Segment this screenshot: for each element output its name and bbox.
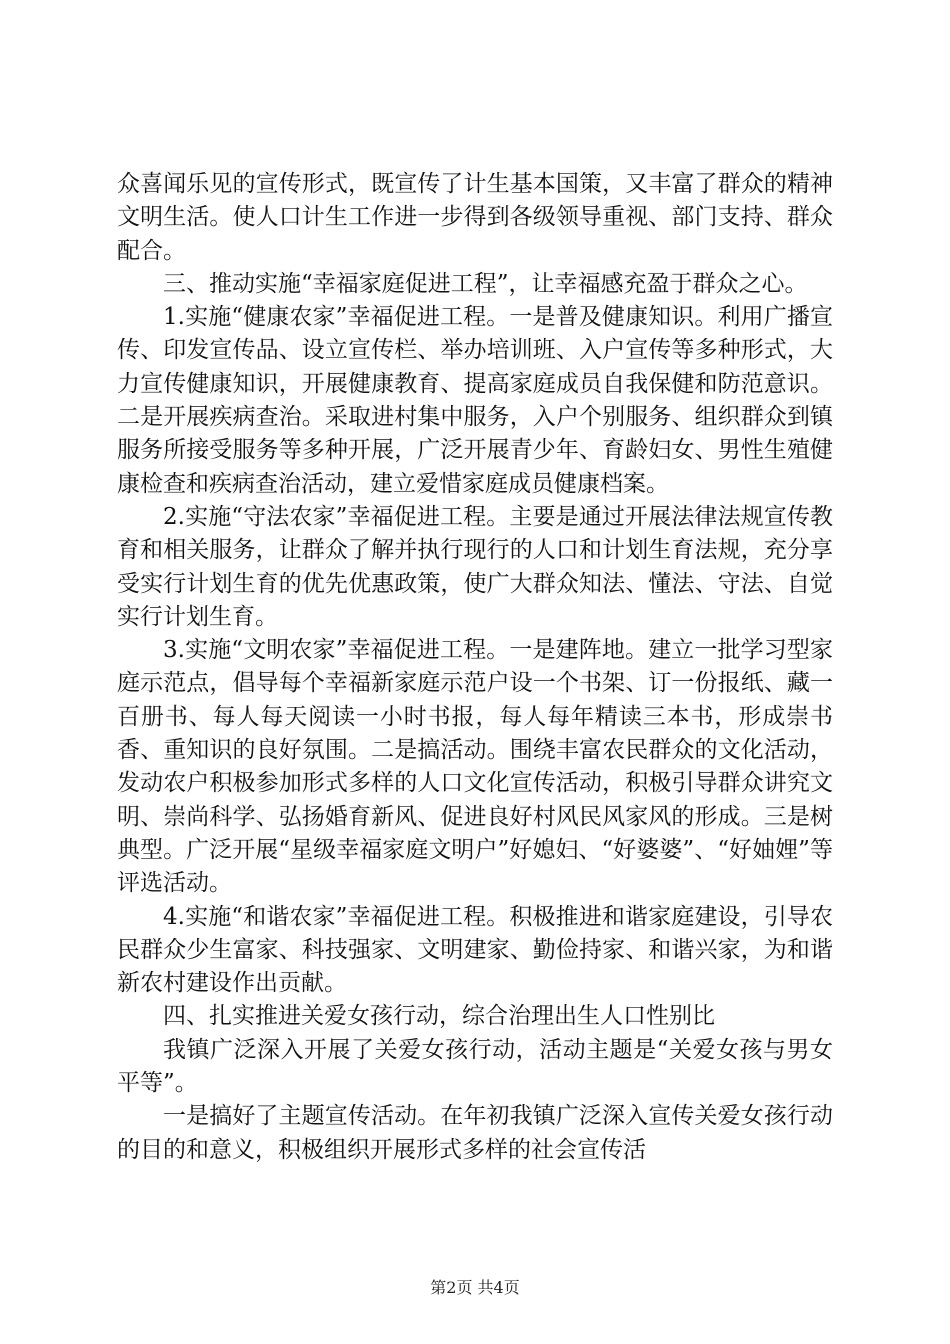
paragraph-9: 一是搞好了主题宣传活动。在年初我镇广泛深入宣传关爱女孩行动的目的和意义，积极组织开展形式多样的社会宣传活 (117, 1103, 833, 1163)
paragraph-6: 4.实施“和谐农家”幸福促进工程。积极推进和谐家庭建设，引导农民群众少生富家、科技强家、文明建家、勤俭持家、和谐兴家，为和谐新农村建设作出贡献。 (117, 903, 833, 997)
body-text (117, 168, 833, 1167)
page-number-footer: 第2页 共4页 (430, 1278, 520, 1297)
paragraph-7-section-heading: 四、扎实推进关爱女孩行动，综合治理出生人口性别比 (163, 1003, 715, 1030)
paragraph-5: 3.实施“文明农家”幸福促进工程。一是建阵地。建立一批学习型家庭示范点，倡导每个幸福新家庭示范户设一个书架、订一份报纸、藏一百册书、每人每天阅读一小时书报，每人每年精读三本书，形成崇书香、重知识的良好氛围。二是搞活动。围绕丰富农民群众的文化活动，发动农户积极参加形式多样的人口文化宣传活动，积极引导群众讲究文明、崇尚科学、弘扬婚育新风、促进良好村风民风家风的形成。三是树典型。广泛开展“星级幸福家庭文明户”好媳妇、“好婆婆”、“好妯娌”等评选活动。 (117, 637, 833, 897)
paragraph-1: 众喜闻乐见的宣传形式，既宣传了计生基本国策，又丰富了群众的精神文明生活。使人口计生工作进一步得到各级领导重视、部门支持、群众配合。 (117, 171, 833, 264)
paragraph-4: 2.实施“守法农家”幸福促进工程。主要是通过开展法律法规宣传教育和相关服务，让群众了解并执行现行的人口和计划生育法规，充分享受实行计划生育的优先优惠政策，使广大群众知法、懂法、守法、自觉实行计划生育。 (117, 503, 833, 630)
paragraph-8: 我镇广泛深入开展了关爱女孩行动，活动主题是“关爱女孩与男女平等”。 (117, 1036, 833, 1097)
paragraph-3: 1.实施“健康农家”幸福促进工程。一是普及健康知识。利用广播宣传、印发宣传品、设立宣传栏、举办培训班、入户宣传等多种形式，大力宣传健康知识，开展健康教育、提高家庭成员自我保健和防范意识。二是开展疾病查治。采取进村集中服务，入户个别服务、组织群众到镇服务所接受服务等多种开展，广泛开展青少年、育龄妇女、男性生殖健康检查和疾病查治活动，建立爱惜家庭成员健康档案。 (117, 304, 833, 497)
paragraph-2-section-heading: 三、推动实施“幸福家庭促进工程”，让幸福感充盈于群众之心。 (163, 270, 808, 297)
